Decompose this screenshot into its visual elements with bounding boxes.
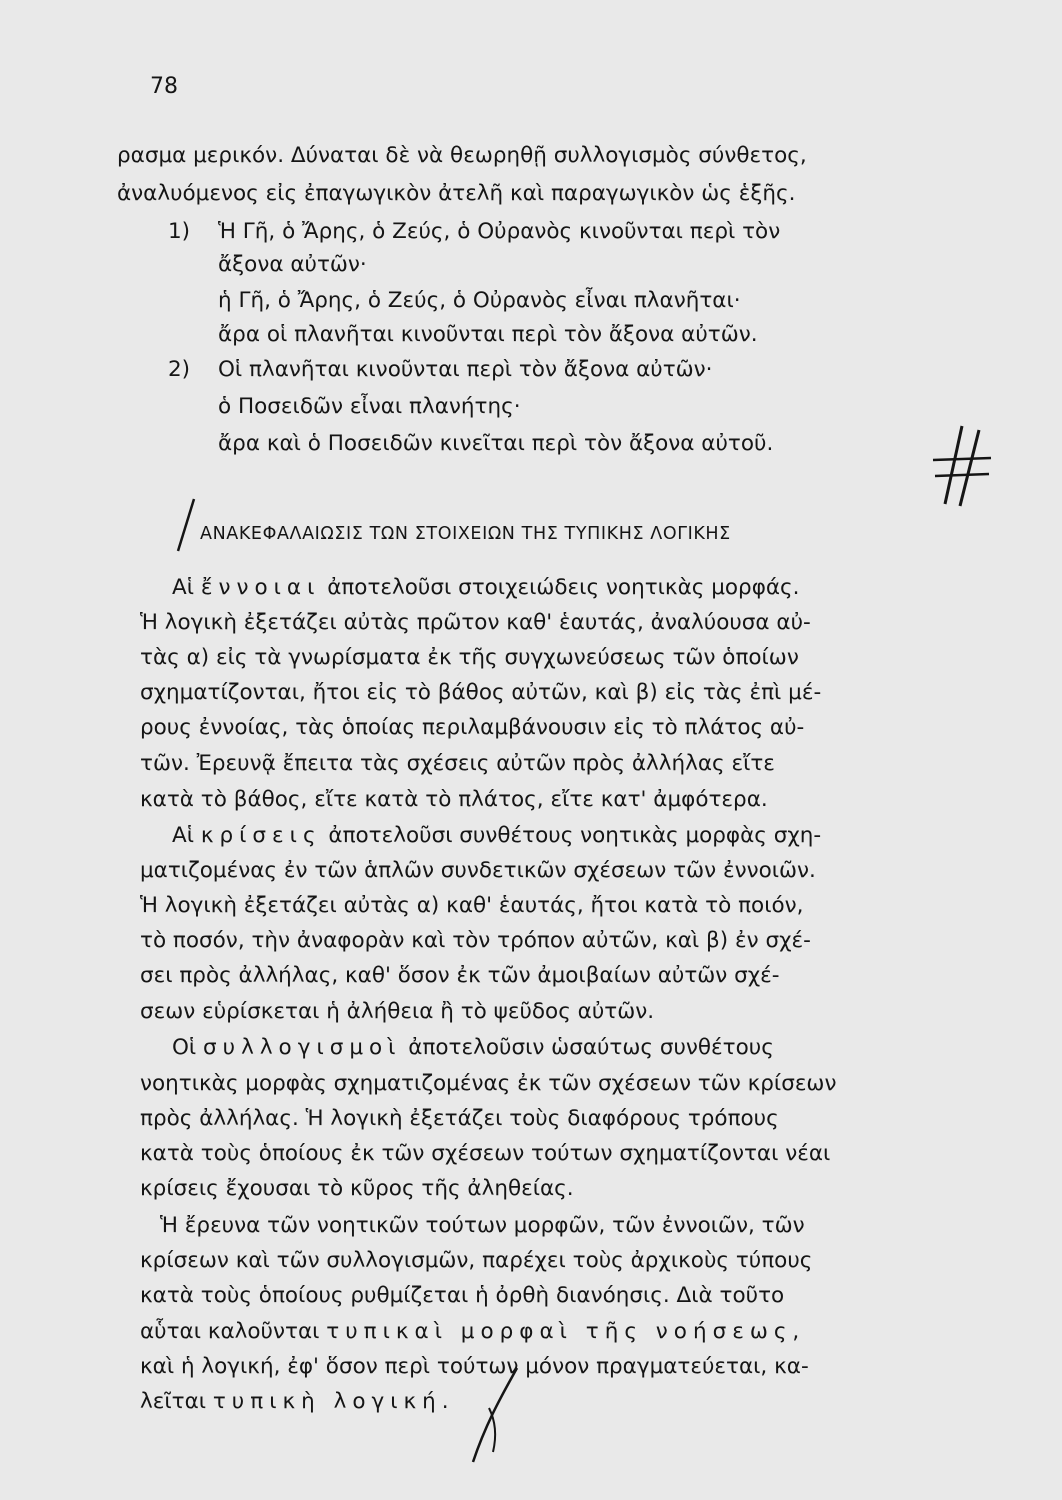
- example-2-number: 2): [168, 357, 191, 382]
- example-2-line: ὁ Ποσειδῶν εἶναι πλανήτης·: [218, 394, 521, 419]
- term-judgments: κρίσεις: [200, 823, 322, 848]
- paragraph-1-line: Ἡ λογικὴ ἐξετάζει αὐτὰς πρῶτον καθ' ἑαυτάς, ἀναλύουσα αὐ-: [140, 610, 811, 635]
- text-line: ρασμα μερικόν. Δύναται δὲ νὰ θεωρηθῇ συλλογισμὸς σύνθετος,: [117, 143, 807, 168]
- example-1-line: 1) Ἡ Γῆ, ὁ Ἄρης, ὁ Ζεύς, ὁ Οὐρανὸς κινοῦνται περὶ τὸν: [168, 219, 781, 244]
- page-number: 78: [150, 74, 178, 99]
- term-syllogisms: συλλογισμοὶ: [203, 1035, 402, 1060]
- paragraph-3-line: κρίσεις ἔχουσαι τὸ κῦρος τῆς ἀληθείας.: [140, 1176, 574, 1201]
- paragraph-2-line: ματιζομένας ἐν τῶν ἁπλῶν συνδετικῶν σχέσεων τῶν ἐννοιῶν.: [140, 858, 816, 883]
- paragraph-1-line: σχηματίζονται, ἤτοι εἰς τὸ βάθος αὐτῶν, καὶ β) εἰς τὰς ἐπὶ μέ-: [140, 680, 822, 705]
- paragraph-2-line: τὸ ποσόν, τὴν ἀναφορὰν καὶ τὸν τρόπον αὐτῶν, καὶ β) ἐν σχέ-: [140, 928, 811, 953]
- paragraph-4-line: αὗται καλοῦνται τυπικαὶ μορφαὶ τῆς νοήσεως,: [140, 1319, 806, 1344]
- paragraph-1-line: κατὰ τὸ βάθος, εἴτε κατὰ τὸ πλάτος, εἴτε κατ' ἀμφότερα.: [140, 787, 768, 812]
- example-1-line: ἄξονα αὐτῶν·: [218, 252, 367, 277]
- example-1-line: ἄρα οἱ πλανῆται κινοῦνται περὶ τὸν ἄξονα αὐτῶν.: [218, 322, 758, 347]
- term-formal-logic: τυπικὴ λογική.: [212, 1389, 455, 1414]
- paragraph-1-line: Αἱ ἔννοιαι ἀποτελοῦσι στοιχειώδεις νοητικὰς μορφάς.: [172, 575, 800, 600]
- paragraph-2-line: σεων εὑρίσκεται ἡ ἀλήθεια ἢ τὸ ψεῦδος αὐτῶν.: [140, 999, 655, 1024]
- handwritten-closing-stroke: [455, 1360, 535, 1470]
- example-2-line: ἄρα καὶ ὁ Ποσειδῶν κινεῖται περὶ τὸν ἄξονα αὐτοῦ.: [218, 431, 774, 456]
- paragraph-2-line: Αἱ κρίσεις ἀποτελοῦσι συνθέτους νοητικὰς μορφὰς σχη-: [172, 823, 822, 848]
- paragraph-4-line: καὶ ἡ λογική, ἐφ' ὅσον περὶ τούτων μόνον πραγματεύεται, κα-: [140, 1354, 809, 1379]
- paragraph-3-line: νοητικὰς μορφὰς σχηματιζομένας ἐκ τῶν σχέσεων τῶν κρίσεων: [140, 1071, 837, 1096]
- paragraph-2-line: Ἡ λογικὴ ἐξετάζει αὐτὰς α) καθ' ἑαυτάς, ἤτοι κατὰ τὸ ποιόν,: [140, 893, 804, 918]
- paragraph-1-line: τῶν. Ἐρευνᾷ ἔπειτα τὰς σχέσεις αὐτῶν πρὸς ἀλλήλας εἴτε: [140, 751, 775, 776]
- paragraph-4-line: λεῖται τυπικὴ λογική.: [140, 1389, 455, 1414]
- handwritten-hash-mark: [915, 420, 995, 510]
- section-heading: ΑΝΑΚΕΦΑΛΑΙΩΣΙΣ ΤΩΝ ΣΤΟΙΧΕΙΩΝ ΤΗΣ ΤΥΠΙΚΗΣ ΛΟΓΙΚΗΣ: [200, 524, 731, 544]
- paragraph-1-line: ρους ἐννοίας, τὰς ὁποίας περιλαμβάνουσιν εἰς τὸ πλάτος αὐ-: [140, 715, 805, 740]
- paragraph-4-line: κατὰ τοὺς ὁποίους ρυθμίζεται ἡ ὀρθὴ διανόησις. Διὰ τοῦτο: [140, 1283, 785, 1308]
- example-1-line: ἡ Γῆ, ὁ Ἄρης, ὁ Ζεύς, ὁ Οὐρανὸς εἶναι πλανῆται·: [218, 288, 741, 313]
- example-1-number: 1): [168, 219, 191, 244]
- paragraph-3-line: πρὸς ἀλλήλας. Ἡ λογικὴ ἐξετάζει τοὺς διαφόρους τρόπους: [140, 1106, 779, 1131]
- text-line: ἀναλυόμενος εἰς ἐπαγωγικὸν ἀτελῆ καὶ παραγωγικὸν ὡς ἑξῆς.: [117, 181, 796, 206]
- example-2-line: 2) Οἱ πλανῆται κινοῦνται περὶ τὸν ἄξονα αὐτῶν·: [168, 357, 713, 382]
- paragraph-3-line: Οἱ συλλογισμοὶ ἀποτελοῦσιν ὡσαύτως συνθέτους: [172, 1035, 774, 1060]
- term-concepts: ἔννοιαι: [200, 575, 321, 600]
- paragraph-1-line: τὰς α) εἰς τὰ γνωρίσματα ἐκ τῆς συγχωνεύσεως τῶν ὁποίων: [140, 645, 799, 670]
- paragraph-2-line: σει πρὸς ἀλλήλας, καθ' ὅσον ἐκ τῶν ἀμοιβαίων αὐτῶν σχέ-: [140, 963, 780, 988]
- paragraph-4-line: Ἡ ἔρευνα τῶν νοητικῶν τούτων μορφῶν, τῶν ἐννοιῶν, τῶν: [160, 1213, 805, 1238]
- paragraph-4-line: κρίσεων καὶ τῶν συλλογισμῶν, παρέχει τοὺς ἀρχικοὺς τύπους: [140, 1248, 813, 1273]
- term-formal-forms: τυπικαὶ μορφαὶ τῆς νοήσεως,: [326, 1319, 806, 1344]
- paragraph-3-line: κατὰ τοὺς ὁποίους ἐκ τῶν σχέσεων τούτων σχηματίζονται νέαι: [140, 1141, 831, 1166]
